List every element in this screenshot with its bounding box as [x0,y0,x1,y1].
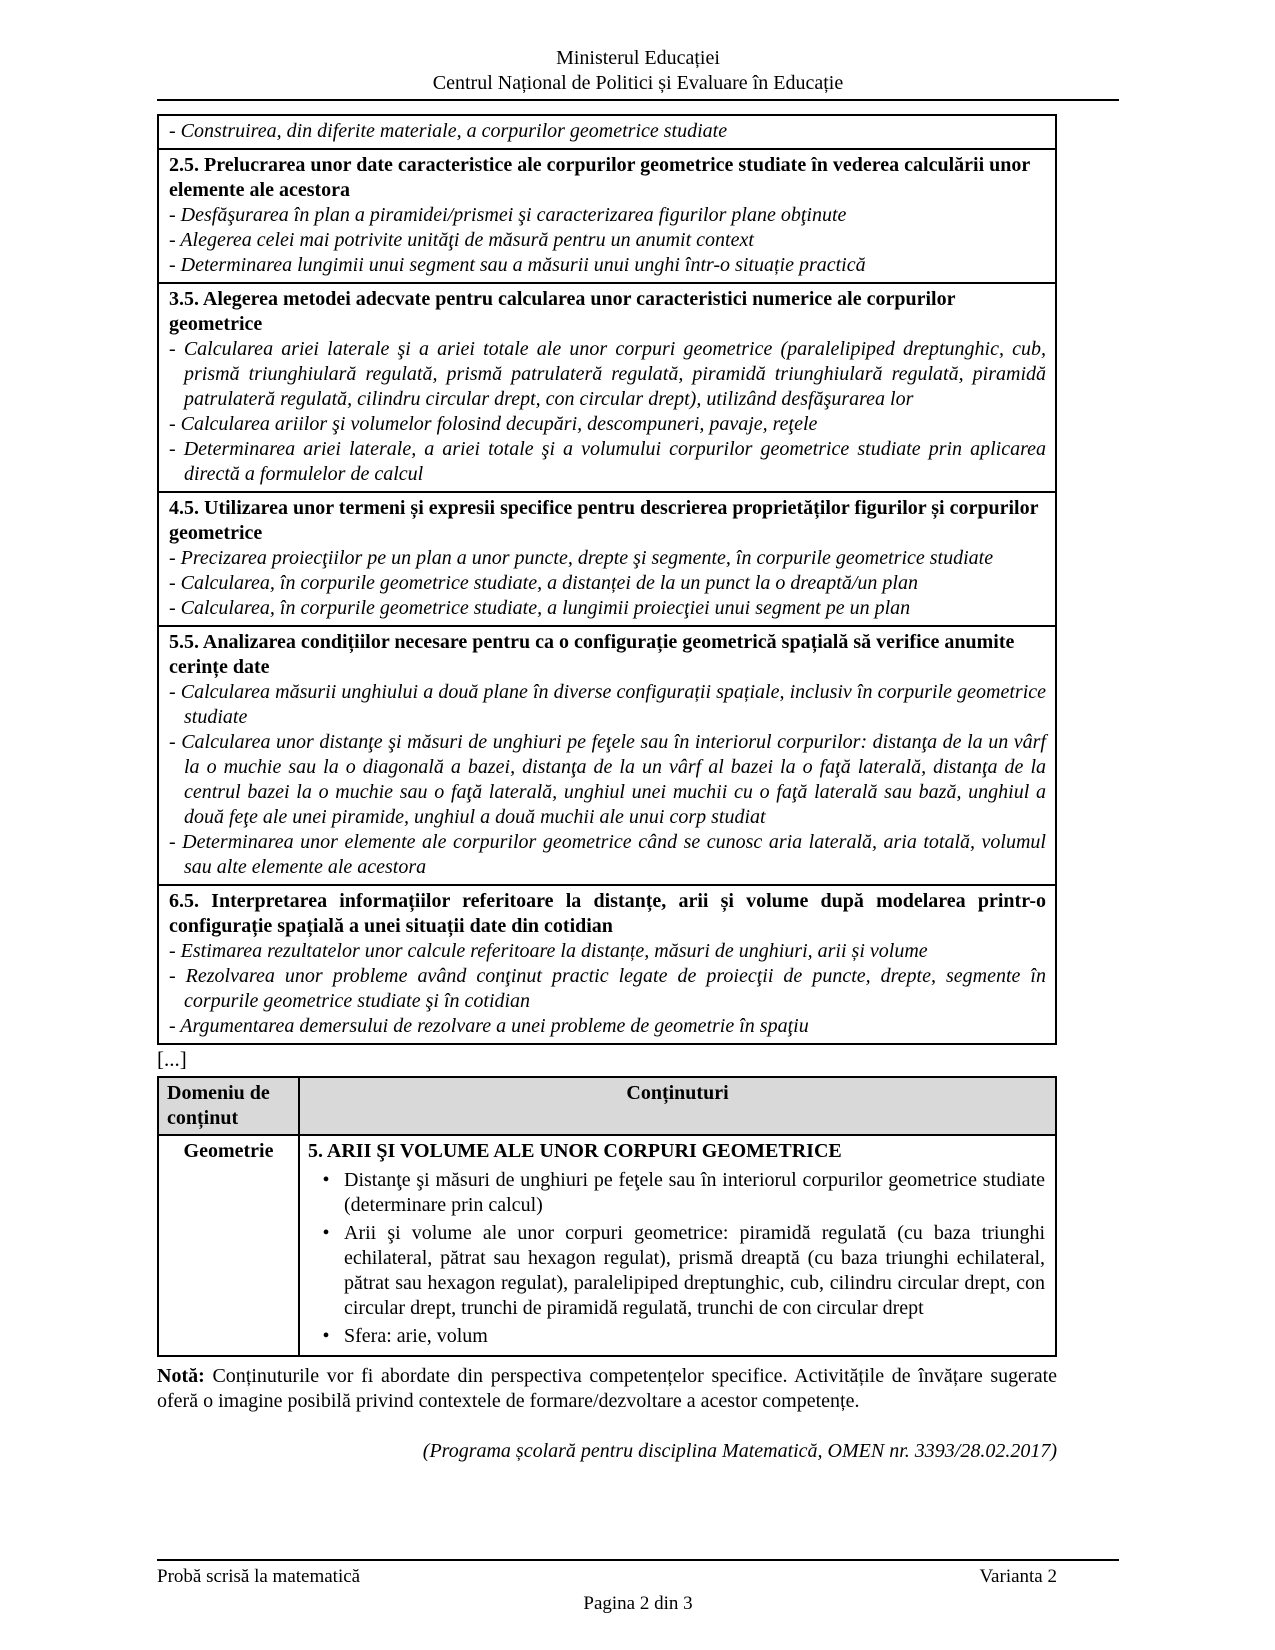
note-text: Conținuturile vor fi abordate din perspectiva competențelor specifice. Activitățile de învățare sugerate oferă o imagine posibilă privind contextele de formare/dezvoltare a acestor competențe. [157,1365,1058,1412]
list-item [308,1221,1047,1321]
bullet-text: Sfera: arie, volum [344,1325,488,1347]
note-paragraph [157,1364,1057,1414]
activity-item: - Determinarea unor elemente ale corpurilor geometrice când se cunosc aria laterală, aria totală, volumul sau alte elemente ale acestora [169,831,1046,878]
activity-item: - Alegerea celei mai potrivite unităţi de măsură pentru un anumit context [169,229,754,251]
competency-section-3-5 [159,284,1055,493]
competency-heading: 5.5. Analizarea condițiilor necesare pentru ca o configurație geometrică spațială să verifice anumite cerințe date [169,631,1015,678]
col-header-content: Conținuturi [299,1077,1056,1135]
activity-item: - Calcularea ariilor şi volumelor folosind decupări, descompuneri, pavaje, reţele [169,413,818,435]
competency-section-6-5 [159,886,1055,1043]
list-item [308,1324,1047,1349]
activity-item: - Calcularea, în corpurile geometrice studiate, a lungimii proiecţiei unui segment pe un plan [169,597,911,619]
content-table-row [158,1135,1056,1356]
competency-heading: 3.5. Alegerea metodei adecvate pentru calcularea unor caracteristici numerice ale corpurilor geometrice [169,288,956,335]
bullet-text: Distanţe şi măsuri de unghiuri pe feţele sau în interiorul corpurilor geometrice studiate (determinare prin calcul) [344,1169,1045,1216]
competency-heading: 6.5. Interpretarea informațiilor referitoare la distanțe, arii și volume după modelarea printr-o configurație spațială a unei situații date din cotidian [169,890,1046,937]
activity-item: - Calcularea ariei laterale şi a ariei totale ale unor corpuri geometrice (paralelipiped dreptunghic, cub, prismă triunghiulară regulată, prismă patrulateră regulată, piramidă triunghiulară regulată, piramidă patrulateră regulată, cilindru circular drept, con circular drept), utilizând desfăşurarea lor [169,338,1046,410]
competency-heading: 2.5. Prelucrarea unor date caracteristice ale corpurilor geometrice studiate în vederea calculării unor elemente ale acestora [169,154,1030,201]
competency-section-2-5 [159,150,1055,284]
ministry-title: Ministerul Educației [556,47,720,69]
domain-cell: Geometrie [158,1135,299,1356]
list-item [308,1168,1047,1218]
content-table [157,1076,1057,1357]
footer-row [157,1561,1057,1589]
activity-item: - Rezolvarea unor probleme având conţinut practic legate de proiecţii de puncte, drepte, segmente în corpurile geometrice studiate şi în cotidian [169,965,1046,1012]
bullet-icon: • [322,1222,330,1244]
center-title: Centrul Național de Politici și Evaluare în Educație [432,72,844,94]
activity-item: - Calcularea măsurii unghiului a două plane în diverse configurații spațiale, inclusiv în corpurile geometrice studiate [169,681,1046,728]
ellipsis-marker: [...] [157,1047,187,1071]
competency-section-5-5 [159,627,1055,886]
footer-subject: Probă scrisă la matematică [157,1566,361,1587]
competency-section-intro [159,116,1055,150]
activity-item: - Argumentarea demersului de rezolvare a unei probleme de geometrie în spaţiu [169,1015,809,1037]
page-footer [157,1559,1119,1616]
source-reference: (Programa școlară pentru disciplina Matematică, OMEN nr. 3393/28.02.2017) [422,1440,1057,1462]
activity-item: - Desfăşurarea în plan a piramidei/prismei şi caracterizarea figurilor plane obţinute [169,204,847,226]
document-header [157,46,1119,101]
activity-item: - Estimarea rezultatelor unor calcule referitoare la distanțe, măsuri de unghiuri, arii și volume [169,940,928,962]
activity-item: - Determinarea lungimii unui segment sau a măsurii unui unghi într-o situație practică [169,254,866,276]
activity-item: - Calcularea unor distanţe şi măsuri de unghiuri pe feţele sau în interiorul corpurilor: distanţa de la un vârf la o muchie sau la o diagonală a bazei, distanţa de la un vârf al bazei la o faţă laterală, distanţa de la centrul bazei la o muchie sau o faţă laterală, unghiul unei muchii cu o faţă laterală sau bază, unghiul a două feţe ale unei piramide, unghiul a două muchii ale unui corp studiat [169,731,1046,828]
bullet-icon: • [322,1325,330,1347]
activity-item: - Construirea, din diferite materiale, a corpurilor geometrice studiate [169,120,728,142]
footer-variant: Varianta 2 [979,1566,1057,1587]
col-header-domain: Domeniu de conținut [158,1077,299,1135]
activity-item: - Precizarea proiecţiilor pe un plan a unor puncte, drepte şi segmente, în corpurile geometrice studiate [169,547,994,569]
competencies-table [157,114,1057,1045]
content-cell [299,1135,1056,1356]
content-title: 5. ARII ŞI VOLUME ALE UNOR CORPURI GEOMETRICE [308,1140,842,1162]
footer-page-number: Pagina 2 din 3 [583,1593,693,1614]
competency-section-4-5 [159,493,1055,627]
activity-item: - Determinarea ariei laterale, a ariei totale şi a volumului corpurilor geometrice studiate prin aplicarea directă a formulelor de calcul [169,438,1046,485]
bullet-icon: • [322,1169,330,1191]
competency-heading: 4.5. Utilizarea unor termeni și expresii specifice pentru descrierea proprietăților figurilor și corpurilor geometrice [169,497,1039,544]
content-table-header-row [158,1077,1056,1135]
bullet-text: Arii şi volume ale unor corpuri geometrice: piramidă regulată (cu baza triunghi echilateral, pătrat sau hexagon regulat), prismă dreaptă (cu baza triunghi echilateral, pătrat sau hexagon regulat), paralelipiped dreptunghic, cub, cilindru circular drept, con circular drept, trunchi de piramidă regulată, trunchi de con circular drept [344,1222,1045,1319]
activity-item: - Calcularea, în corpurile geometrice studiate, a distanței de la un punct la o dreaptă/un plan [169,572,918,594]
note-label: Notă: [157,1365,205,1387]
